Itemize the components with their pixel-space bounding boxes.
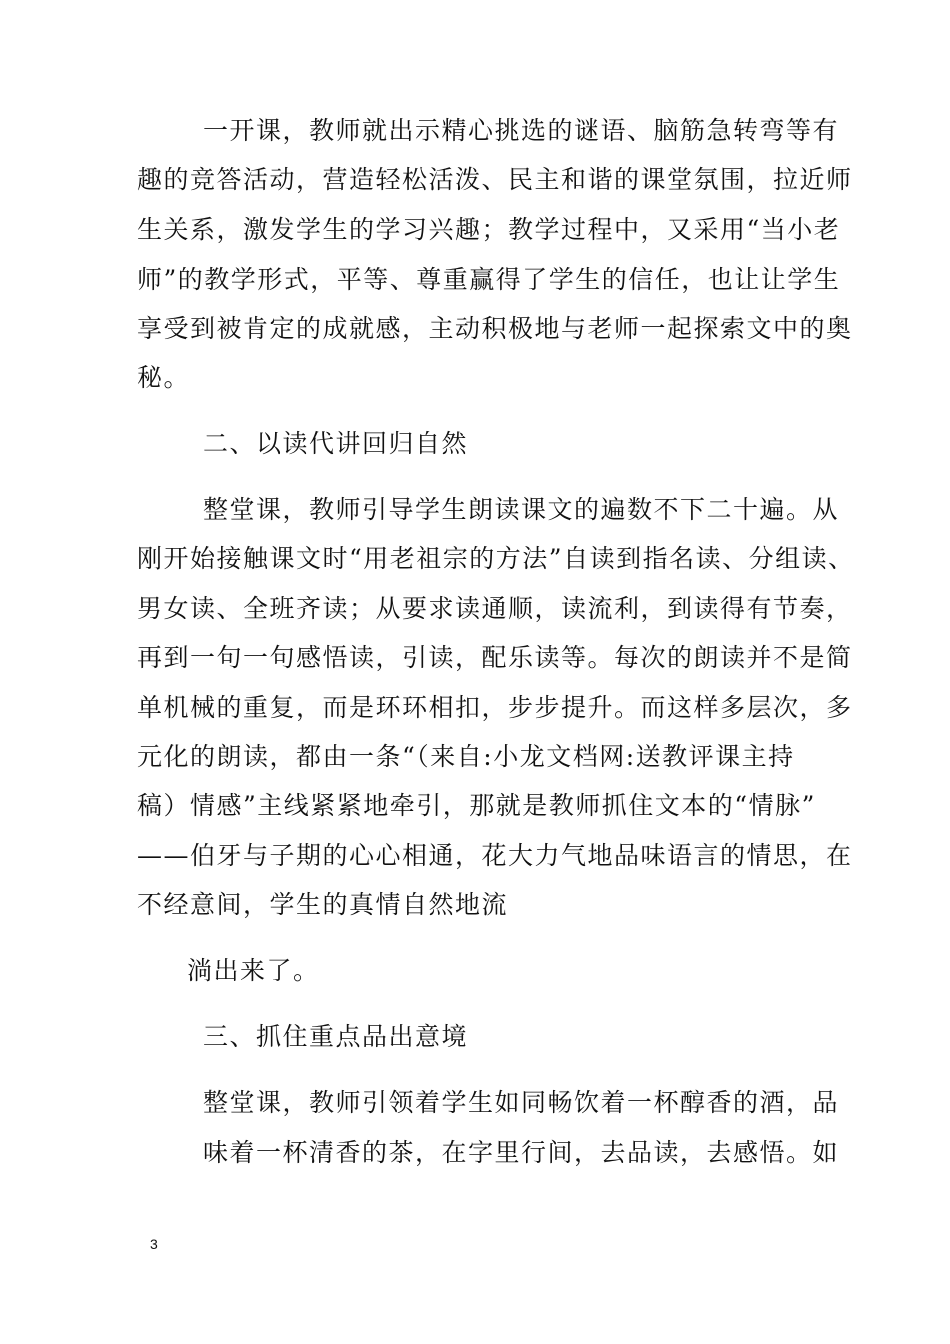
- text-line: 秘。: [137, 363, 191, 392]
- text-line: ——伯牙与子期的心心相通，花大力气地品味语言的情思，在: [137, 841, 853, 870]
- section-heading: 三、抓住重点品出意境: [203, 1022, 469, 1051]
- text-line: 整堂课，教师引导学生朗读课文的遍数不下二十遍。从: [203, 495, 840, 524]
- text-line: 元化的朗读，都由一条“（来自:小龙文档网:送教评课主持: [137, 742, 795, 771]
- text-line: 男女读、全班齐读；从要求读通顺，读流利，到读得有节奏，: [137, 594, 853, 623]
- text-line: 再到一句一句感悟读，引读，配乐读等。每次的朗读并不是简: [137, 643, 853, 672]
- text-line: 不经意间，学生的真情自然地流: [137, 890, 509, 919]
- text-line: 生关系，激发学生的学习兴趣；教学过程中，又采用“当小老: [137, 215, 841, 244]
- text-line: 一开课，教师就出示精心挑选的谜语、脑筋急转弯等有: [203, 116, 840, 145]
- text-line: 刚开始接触课文时“用老祖宗的方法”自读到指名读、分组读、: [137, 544, 855, 573]
- page-number: 3: [150, 1236, 158, 1252]
- text-line: 享受到被肯定的成就感，主动积极地与老师一起探索文中的奥: [137, 314, 853, 343]
- text-line: 单机械的重复，而是环环相扣，步步提升。而这样多层次，多: [137, 693, 853, 722]
- text-line: 味着一杯清香的茶，在字里行间，去品读，去感悟。如: [203, 1138, 840, 1167]
- text-line: 趣的竞答活动，营造轻松活泼、民主和谐的课堂氛围，拉近师: [137, 165, 853, 194]
- text-line: 整堂课，教师引领着学生如同畅饮着一杯醇香的酒，品: [203, 1088, 840, 1117]
- text-line: 师”的教学形式，平等、尊重赢得了学生的信任，也让让学生: [137, 265, 841, 294]
- section-heading: 二、以读代讲回归自然: [203, 429, 469, 458]
- continuation-line: 淌出来了。: [187, 956, 320, 985]
- text-line: 稿）情感”主线紧紧地牵引，那就是教师抓住文本的“情脉”: [137, 791, 816, 820]
